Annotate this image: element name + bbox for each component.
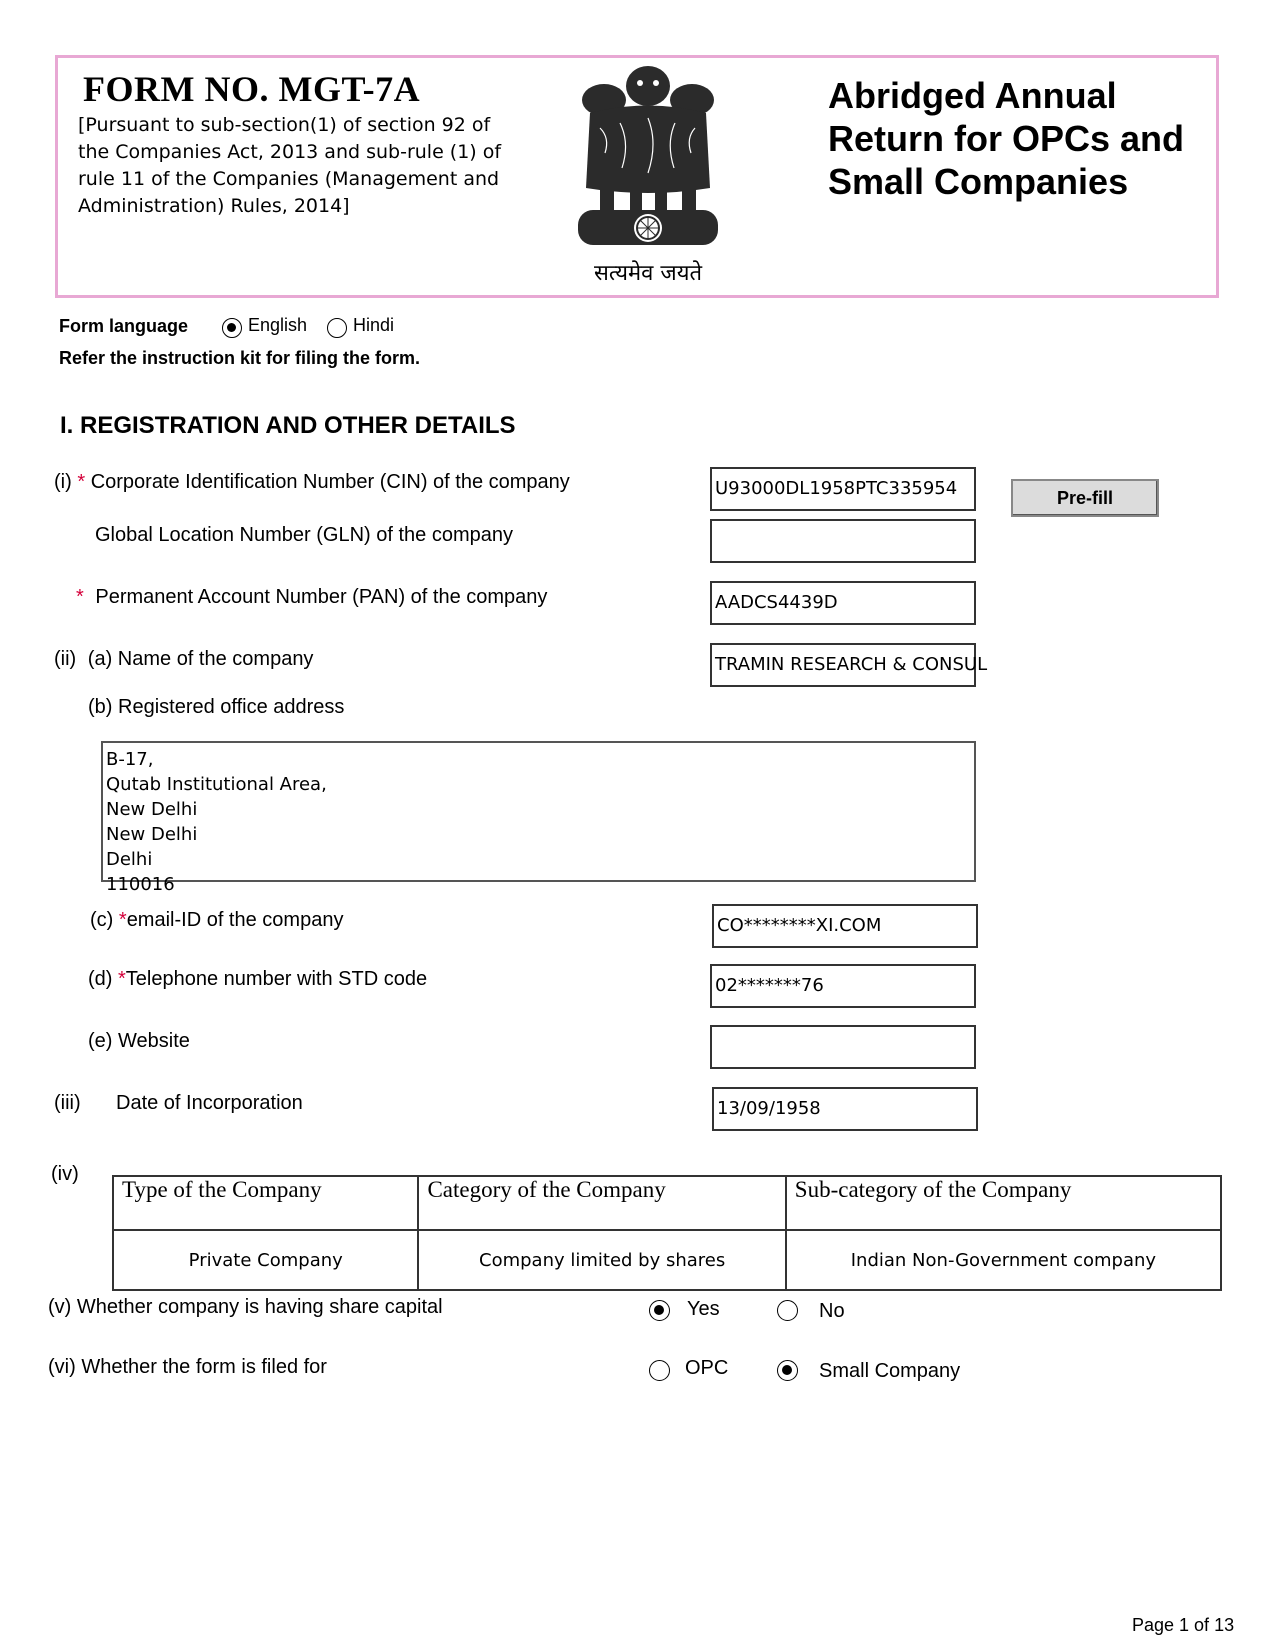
share-capital-label: (v) Whether company is having share capital <box>48 1296 443 1318</box>
pan-field[interactable]: AADCS4439D <box>710 581 976 625</box>
email-row-label <box>90 909 343 932</box>
language-english-radio[interactable] <box>222 318 242 338</box>
address-line: Delhi <box>106 849 153 870</box>
address-line: New Delhi <box>106 799 198 820</box>
national-emblem-logo <box>560 58 735 293</box>
filed-for-opc-radio[interactable] <box>649 1360 670 1381</box>
gln-field[interactable] <box>710 519 976 563</box>
cin-field[interactable]: U93000DL1958PTC335954 <box>710 467 976 511</box>
address-line: B-17, <box>106 749 154 770</box>
subcategory-value: Indian Non-Government company <box>786 1230 1221 1290</box>
phone-label: Telephone number with STD code <box>125 968 428 990</box>
filed-for-small-company-radio[interactable] <box>777 1360 798 1381</box>
pan-label: Permanent Account Number (PAN) of the company <box>95 586 548 608</box>
type-value: Private Company <box>113 1230 418 1290</box>
company-table-number: (iv) <box>51 1163 79 1185</box>
category-value: Company limited by shares <box>418 1230 785 1290</box>
address-line: New Delhi <box>106 824 198 845</box>
category-header: Category of the Company <box>418 1176 785 1230</box>
share-capital-yes-radio[interactable] <box>649 1300 670 1321</box>
address-label: (b) Registered office address <box>88 696 345 718</box>
phone-row-label <box>88 968 427 991</box>
section-heading: I. REGISTRATION AND OTHER DETAILS <box>60 412 516 439</box>
cin-row-label <box>54 471 570 494</box>
share-capital-no-label: No <box>819 1300 845 1322</box>
filed-for-small-company-label: Small Company <box>819 1360 961 1382</box>
phone-field[interactable]: 02*******76 <box>710 964 976 1008</box>
item-number: (i) <box>54 471 72 493</box>
required-marker: * <box>77 471 86 493</box>
page-number: Page 1 of 13 <box>1132 1615 1235 1635</box>
language-hindi-label: Hindi <box>353 315 395 335</box>
pan-row-label <box>76 586 547 609</box>
company-name-field[interactable]: TRAMIN RESEARCH & CONSUL <box>710 643 976 687</box>
filed-for-label: (vi) Whether the form is filed for <box>48 1356 327 1378</box>
phone-prefix: (d) <box>88 968 118 990</box>
address-field[interactable] <box>101 741 976 895</box>
share-capital-no-radio[interactable] <box>777 1300 798 1321</box>
incorporation-number: (iii) <box>54 1092 81 1114</box>
name-row-label <box>54 648 313 671</box>
type-header: Type of the Company <box>113 1176 418 1230</box>
website-field[interactable] <box>710 1025 976 1069</box>
prefill-button[interactable]: Pre-fill <box>1011 479 1159 517</box>
subcategory-header: Sub-category of the Company <box>786 1176 1221 1230</box>
incorporation-date-field[interactable]: 13/09/1958 <box>712 1087 978 1131</box>
address-line: Qutab Institutional Area, <box>106 774 327 795</box>
company-name-label: (a) Name of the company <box>87 648 314 670</box>
cin-label: Corporate Identification Number (CIN) of the company <box>90 471 570 493</box>
email-label: email-ID of the company <box>126 909 344 931</box>
form-language-label: Form language <box>59 316 189 336</box>
gln-label: Global Location Number (GLN) of the company <box>95 524 513 546</box>
emblem-motto: सत्यमेव जयते <box>593 261 703 286</box>
email-field[interactable]: CO********XI.COM <box>712 904 978 948</box>
pursuant-note: [Pursuant to sub-section(1) of section 92 of the Companies Act, 2013 and sub-rule (1) of rule 11 of the Companies (Management and Administration) Rules, 2014] <box>78 114 502 217</box>
email-prefix: (c) <box>90 909 119 931</box>
share-capital-yes-label: Yes <box>687 1298 720 1320</box>
form-number: FORM NO. MGT-7A <box>83 69 421 109</box>
required-marker: * <box>118 909 127 931</box>
website-label: (e) Website <box>88 1030 190 1052</box>
required-marker: * <box>76 586 84 608</box>
incorporation-label: Date of Incorporation <box>116 1092 303 1114</box>
form-title: Abridged Annual Return for OPCs and Small Companies <box>828 75 1185 202</box>
filed-for-opc-label: OPC <box>685 1357 729 1379</box>
instruction-note: Refer the instruction kit for filing the form. <box>59 348 421 368</box>
language-english-label: English <box>248 315 308 335</box>
language-hindi-radio[interactable] <box>327 318 347 338</box>
item-number: (ii) <box>54 648 77 670</box>
required-marker: * <box>118 968 126 990</box>
address-line: 110016 <box>106 874 175 895</box>
company-type-table <box>112 1175 1222 1291</box>
